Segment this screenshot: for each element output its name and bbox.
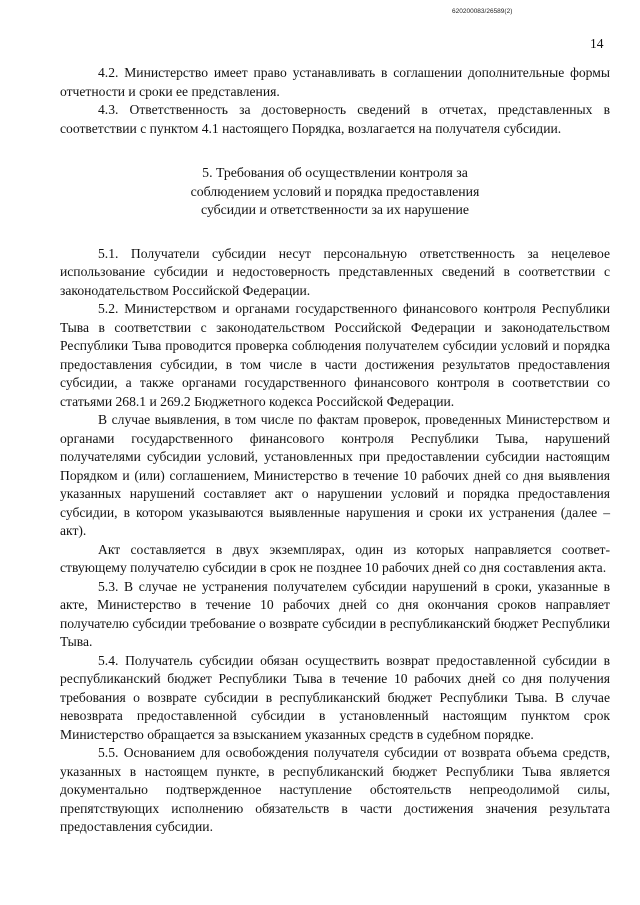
paragraph-violations: В случае выявления, в том числе по фактам проверок, проведенных Министерством и органами государственного финансового контроля Республики Тыва, нарушений получателями субсидии условий, установленных при предоставлении субсидии настоящим Порядком и (или) соглашением, Министерство в течение 10 рабочих дней со дня выявления указанных нарушений составляет акт о нарушении условий и порядка предоставления субсидии, в котором указываются выявленные нарушения и сроки их устранения (далее – акт). (60, 412, 610, 538)
section-heading-line: субсидии и ответственности за их нарушение (201, 202, 469, 217)
paragraph-4-3: 4.3. Ответственность за достоверность сведений в отчетах, представленных в соответствии с пунктом 4.1 настоящего Порядка, возлагается на получателя субсидии. (60, 102, 610, 136)
page-number: 14 (590, 36, 604, 51)
section-heading-line: 5. Требования об осуществлении контроля за (202, 165, 468, 180)
paragraph-4-2: 4.2. Министерство имеет право устанавливать в соглашении дополнительные формы отчетности и сроки ее представления. (60, 65, 610, 99)
paragraph-5-4: 5.4. Получатель субсидии обязан осуществить возврат предоставленной субсидии в республиканский бюджет Республики Тыва в течение 10 рабочих дней со дня получения требования о возврате субсидии в республиканский бюджет Республики Тыва. В случае невозврата предоставленной субсидии в установленный настоящим пунктом срок Министерство обращается за взысканием указанных средств в судебном порядке. (60, 652, 610, 742)
document-body (60, 64, 610, 837)
paragraph-5-5: 5.5. Основанием для освобождения получателя субсидии от возврата объема средств, указанных в настоящем пункте, в республиканский бюджет Республики Тыва является документально подтвержденное наступление обстоятельств непреодолимой силы, препятствующих исполнению обязательств в части достижения значения результата предоставления субсидии. (60, 745, 610, 834)
section-5-heading (60, 164, 610, 220)
paragraph-5-1: 5.1. Получатели субсидии несут персональную ответственность за нецелевое использование субсидии и недостоверность представленных сведений в соответствии с законодательством Российской Федерации. (60, 245, 610, 298)
paragraph-5-2: 5.2. Министерством и органами государственного финансового контроля Республики Тыва в соответствии с законодательством Российской Федерации и законодательством Республики Тыва проводится проверка соблюдения получателем субсидии условий и порядка предоставления субсидии, в том числе в части достижения результатов предоставления субсидии, а также органами государственного финансового контроля в соответствии со статьями 268.1 и 269.2 Бюджетного кодекса Российской Федерации. (60, 301, 610, 409)
paragraph-5-3: 5.3. В случае не устранения получателем субсидии нарушений в сроки, указанные в акте, Министерство в течение 10 рабочих дней со дня окончания сроков направляет получателю субсидии требование о возврате субсидии в республиканский бюджет Республики Тыва. (60, 578, 610, 649)
section-heading-line: соблюдением условий и порядка предоставления (190, 183, 480, 199)
document-id: 620200083/26589(2) (452, 8, 513, 15)
paragraph-act: Акт составляется в двух экземплярах, один из которых направляется соответствующему получателю субсидии в срок не позднее 10 рабочих дней со дня составления акта. (60, 541, 610, 575)
